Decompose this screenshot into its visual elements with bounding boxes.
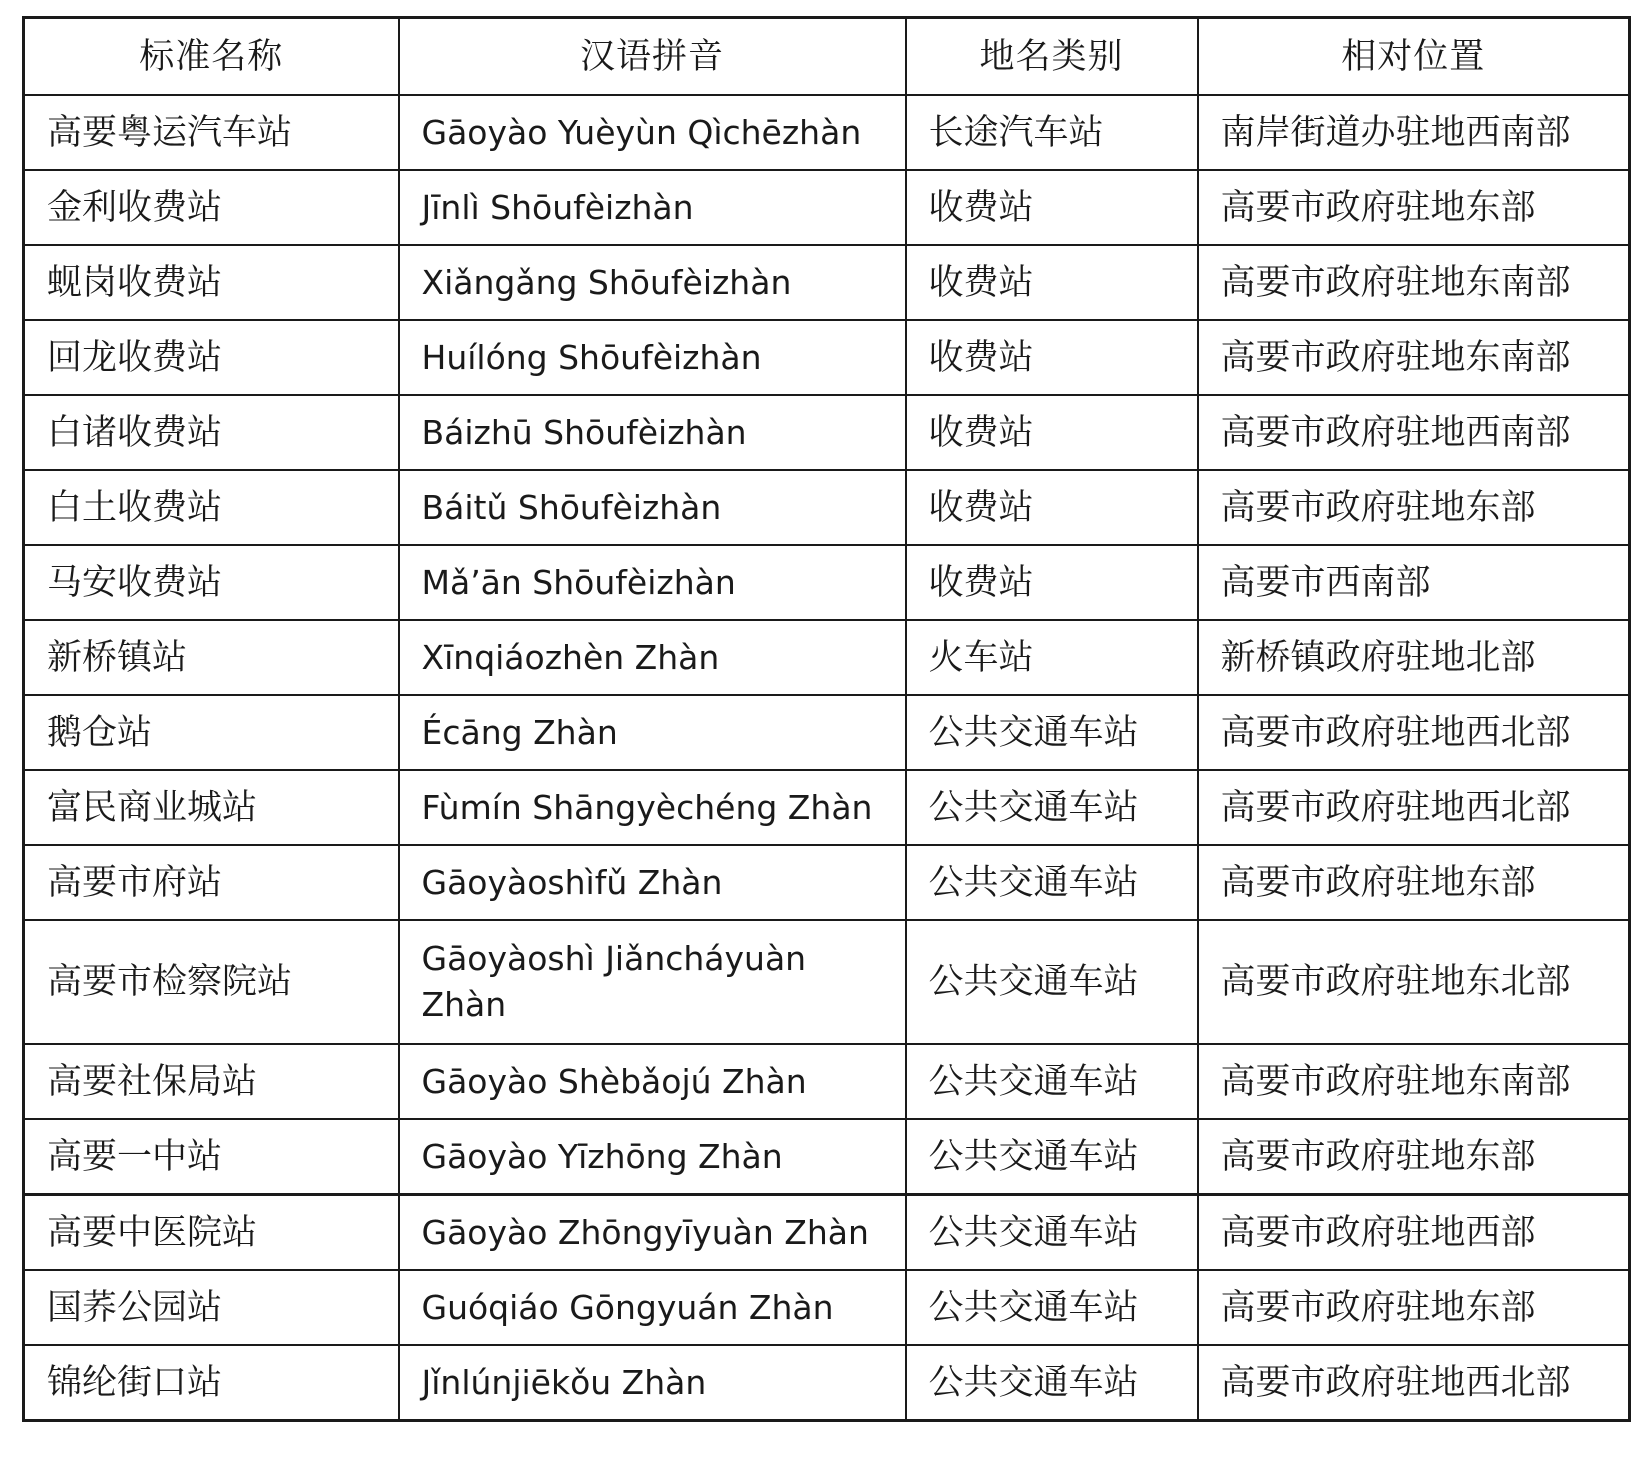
table-row [24,695,1630,770]
cell-pinyin: Gāoyào Yuèyùn Qìchēzhàn [399,95,906,170]
cell-standard-name: 锦纶街口站 [24,1345,399,1421]
table-row [24,770,1630,845]
cell-category: 公共交通车站 [906,1345,1198,1421]
cell-standard-name: 回龙收费站 [24,320,399,395]
table-row [24,845,1630,920]
table-row [24,1119,1630,1195]
cell-relative-position: 南岸街道办驻地西南部 [1198,95,1630,170]
table-row [24,545,1630,620]
cell-relative-position: 高要市政府驻地东南部 [1198,1044,1630,1119]
table-row [24,395,1630,470]
cell-standard-name: 高要市府站 [24,845,399,920]
cell-standard-name: 新桥镇站 [24,620,399,695]
cell-relative-position: 高要市政府驻地西北部 [1198,1345,1630,1421]
cell-category: 收费站 [906,245,1198,320]
cell-category: 公共交通车站 [906,1119,1198,1195]
cell-category: 公共交通车站 [906,695,1198,770]
cell-category: 收费站 [906,320,1198,395]
table-row [24,320,1630,395]
cell-standard-name: 白土收费站 [24,470,399,545]
cell-standard-name: 国荞公园站 [24,1270,399,1345]
cell-standard-name: 鹅仓站 [24,695,399,770]
header-row [24,18,1630,96]
cell-standard-name: 高要一中站 [24,1119,399,1195]
table-row [24,245,1630,320]
cell-relative-position: 高要市政府驻地东部 [1198,170,1630,245]
cell-pinyin: Gāoyào Yīzhōng Zhàn [399,1119,906,1195]
cell-category: 公共交通车站 [906,920,1198,1044]
cell-pinyin: Gāoyàoshì Jiǎncháyuàn Zhàn [399,920,906,1044]
header-pinyin: 汉语拼音 [399,18,906,96]
cell-category: 公共交通车站 [906,1270,1198,1345]
cell-relative-position: 高要市政府驻地东部 [1198,845,1630,920]
cell-relative-position: 高要市政府驻地东部 [1198,1119,1630,1195]
cell-standard-name: 蚬岗收费站 [24,245,399,320]
cell-relative-position: 高要市政府驻地西北部 [1198,695,1630,770]
cell-pinyin: Gāoyàoshìfǔ Zhàn [399,845,906,920]
cell-relative-position: 高要市政府驻地西南部 [1198,395,1630,470]
cell-pinyin: Fùmín Shāngyèchéng Zhàn [399,770,906,845]
cell-category: 公共交通车站 [906,770,1198,845]
cell-pinyin: Huílóng Shōufèizhàn [399,320,906,395]
cell-pinyin: Báitǔ Shōufèizhàn [399,470,906,545]
cell-relative-position: 高要市政府驻地东部 [1198,470,1630,545]
cell-pinyin: Mǎ’ān Shōufèizhàn [399,545,906,620]
cell-pinyin: Báizhū Shōufèizhàn [399,395,906,470]
cell-pinyin: Jīnlì Shōufèizhàn [399,170,906,245]
cell-relative-position: 高要市政府驻地东南部 [1198,245,1630,320]
cell-standard-name: 马安收费站 [24,545,399,620]
cell-category: 火车站 [906,620,1198,695]
cell-standard-name: 金利收费站 [24,170,399,245]
table-row [24,470,1630,545]
cell-standard-name: 白诸收费站 [24,395,399,470]
cell-standard-name: 高要社保局站 [24,1044,399,1119]
header-standard-name: 标准名称 [24,18,399,96]
cell-pinyin: Gāoyào Zhōngyīyuàn Zhàn [399,1195,906,1271]
cell-category: 收费站 [906,170,1198,245]
table-row [24,1345,1630,1421]
cell-standard-name: 高要中医院站 [24,1195,399,1271]
cell-pinyin: Guóqiáo Gōngyuán Zhàn [399,1270,906,1345]
cell-relative-position: 新桥镇政府驻地北部 [1198,620,1630,695]
cell-relative-position: 高要市西南部 [1198,545,1630,620]
header-category: 地名类别 [906,18,1198,96]
cell-category: 收费站 [906,470,1198,545]
cell-category: 公共交通车站 [906,845,1198,920]
cell-standard-name: 富民商业城站 [24,770,399,845]
cell-category: 收费站 [906,395,1198,470]
gazetteer-page [22,16,1628,1422]
cell-standard-name: 高要市检察院站 [24,920,399,1044]
cell-category: 收费站 [906,545,1198,620]
cell-pinyin: Xīnqiáozhèn Zhàn [399,620,906,695]
cell-relative-position: 高要市政府驻地东南部 [1198,320,1630,395]
cell-category: 长途汽车站 [906,95,1198,170]
cell-relative-position: 高要市政府驻地西北部 [1198,770,1630,845]
table-row [24,920,1630,1044]
cell-relative-position: 高要市政府驻地西部 [1198,1195,1630,1271]
table-row [24,95,1630,170]
cell-pinyin: Gāoyào Shèbǎojú Zhàn [399,1044,906,1119]
cell-category: 公共交通车站 [906,1195,1198,1271]
cell-category: 公共交通车站 [906,1044,1198,1119]
table-row [24,620,1630,695]
cell-relative-position: 高要市政府驻地东部 [1198,1270,1630,1345]
table-row [24,1270,1630,1345]
cell-relative-position: 高要市政府驻地东北部 [1198,920,1630,1044]
header-relative-position: 相对位置 [1198,18,1630,96]
cell-pinyin: Xiǎngǎng Shōufèizhàn [399,245,906,320]
table-row [24,170,1630,245]
place-name-table [22,16,1631,1422]
cell-pinyin: Jǐnlúnjiēkǒu Zhàn [399,1345,906,1421]
cell-pinyin: Écāng Zhàn [399,695,906,770]
cell-standard-name: 高要粤运汽车站 [24,95,399,170]
table-row [24,1044,1630,1119]
table-row [24,1195,1630,1271]
